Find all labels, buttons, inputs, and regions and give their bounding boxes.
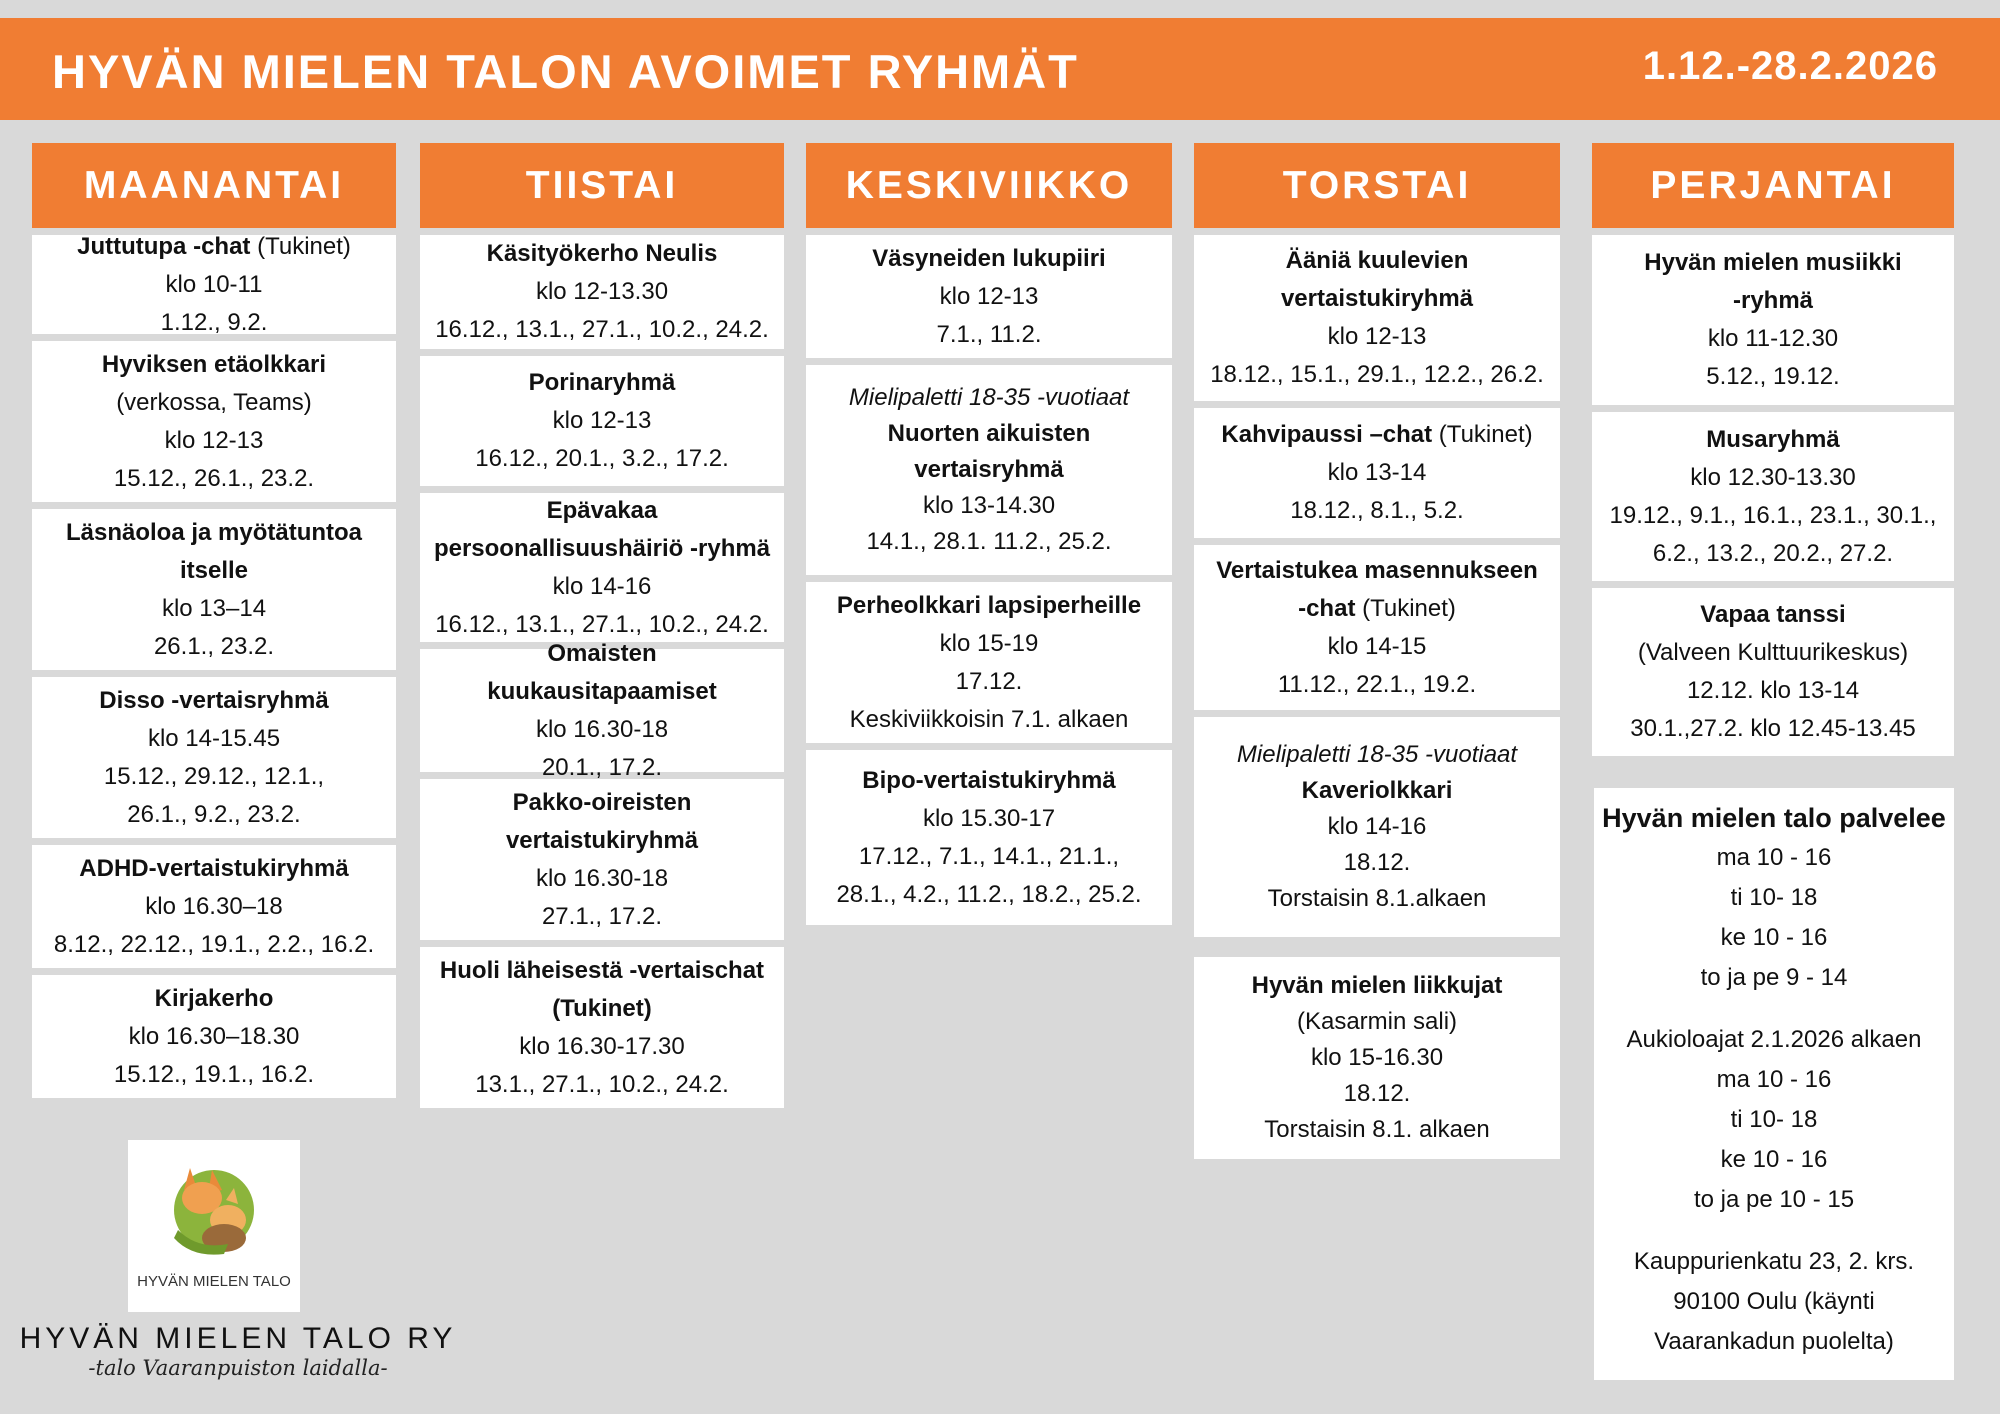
card-line	[816, 316, 1162, 354]
address-line: Vaarankadun puolelta)	[1654, 1328, 1894, 1355]
card-line	[1204, 242, 1550, 280]
card-text: klo 16.30-17.30	[519, 1032, 685, 1060]
group-card	[806, 750, 1172, 925]
group-card	[806, 365, 1172, 575]
card-text: (verkossa, Teams)	[116, 388, 312, 416]
group-card	[1194, 545, 1560, 710]
card-line	[816, 240, 1162, 278]
card-line	[430, 311, 774, 349]
card-line	[430, 530, 774, 568]
card-text: 15.12., 29.12., 12.1.,	[103, 762, 325, 790]
card-line	[1602, 421, 1944, 459]
card-text: Pakko-oireisten	[512, 788, 692, 816]
card-text: klo 14-15	[1327, 632, 1427, 660]
header-banner	[0, 18, 2000, 120]
card-line	[42, 796, 386, 834]
card-text: 13.1., 27.1., 10.2., 24.2.	[475, 1070, 729, 1098]
card-line	[430, 990, 774, 1028]
day-column	[806, 143, 1172, 932]
card-text: Keskiviikkoisin 7.1. alkaen	[849, 705, 1129, 733]
card-text: Hyvän mielen liikkujat	[1251, 972, 1503, 999]
card-text: 14.1., 28.1. 11.2., 25.2.	[866, 528, 1112, 555]
card-line	[1602, 320, 1944, 358]
card-text: 15.12., 26.1., 23.2.	[113, 464, 315, 492]
card-text: (Valveen Kulttuurikeskus)	[1637, 639, 1909, 666]
card-text: klo 12-13	[164, 426, 264, 454]
card-line	[1204, 1004, 1550, 1040]
hours-line: ma 10 - 16	[1716, 1066, 1832, 1093]
card-line	[430, 364, 774, 402]
card-line	[42, 758, 386, 796]
card-text: Kirjakerho	[154, 984, 274, 1012]
card-text: Bipo-vertaistukiryhmä	[862, 766, 1116, 794]
card-text: (Tukinet)	[552, 994, 652, 1022]
card-line	[42, 720, 386, 758]
card-line	[816, 876, 1162, 914]
card-text: Torstaisin 8.1. alkaen	[1264, 1116, 1490, 1143]
address-line: 90100 Oulu (käynti	[1673, 1288, 1875, 1315]
card-line	[1204, 809, 1550, 845]
card-line	[42, 590, 386, 628]
card-line	[42, 460, 386, 498]
card-text: klo 12-13	[552, 407, 652, 434]
logo	[128, 1140, 300, 1312]
card-line	[816, 800, 1162, 838]
card-text: Kahvipaussi –chat	[1221, 421, 1433, 448]
card-line	[1602, 282, 1944, 320]
logo-text: HYVÄN MIELEN TALO	[137, 1273, 291, 1290]
card-line	[816, 701, 1162, 739]
card-text: 12.12. klo 13-14	[1686, 677, 1860, 704]
card-line	[42, 228, 386, 266]
card-line	[42, 682, 386, 720]
card-line	[1204, 666, 1550, 704]
card-text: -ryhmä	[1732, 287, 1814, 314]
opening-hours-card	[1594, 788, 1954, 1380]
card-text: klo 15-19	[939, 629, 1039, 657]
day-header: TORSTAI	[1194, 143, 1560, 228]
card-line	[430, 784, 774, 822]
organization-tagline: -talo Vaaranpuiston laidalla-	[88, 1356, 388, 1380]
card-line	[1204, 968, 1550, 1004]
card-text: Ääniä kuulevien	[1285, 247, 1469, 274]
card-line	[1602, 672, 1944, 710]
card-text: 19.12., 9.1., 16.1., 23.1., 30.1.,	[1609, 501, 1937, 529]
card-text: 8.12., 22.12., 19.1., 2.2., 16.2.	[53, 930, 375, 958]
day-column	[420, 143, 784, 1115]
card-line	[430, 440, 774, 478]
card-text: Vertaistukea masennukseen	[1216, 556, 1538, 584]
card-line	[816, 838, 1162, 876]
card-text: Omaisten kuukausitapaamiset	[487, 639, 717, 705]
address	[1594, 1242, 1954, 1362]
day-header: MAANANTAI	[32, 143, 396, 228]
card-text: Nuorten aikuisten	[887, 420, 1091, 447]
card-text: 27.1., 17.2.	[541, 902, 663, 930]
card-line	[1204, 356, 1550, 394]
card-line	[816, 380, 1162, 416]
card-line	[1602, 596, 1944, 634]
card-line	[42, 266, 386, 304]
card-line	[816, 278, 1162, 316]
card-line	[42, 514, 386, 552]
card-text: klo 14-15.45	[147, 724, 281, 752]
card-text: 26.1., 23.2.	[153, 632, 275, 660]
card-line	[42, 1018, 386, 1056]
card-text: Hyvän mielen musiikki	[1644, 249, 1902, 276]
group-card	[32, 232, 396, 336]
card-text: klo 12-13.30	[535, 278, 669, 305]
card-line	[430, 635, 774, 711]
card-text: Musaryhmä	[1706, 425, 1840, 453]
card-text: klo 15-16.30	[1310, 1044, 1444, 1071]
card-line	[430, 898, 774, 936]
card-line	[42, 552, 386, 590]
card-text: (Tukinet)	[1432, 421, 1533, 448]
card-text: klo 14-16	[1327, 813, 1427, 840]
card-text: 18.12.	[1343, 849, 1411, 876]
day-column	[1592, 143, 1954, 763]
group-card	[420, 356, 784, 486]
card-text: klo 13-14.30	[922, 492, 1056, 519]
card-line	[1602, 535, 1944, 573]
card-line	[1204, 318, 1550, 356]
card-line	[42, 980, 386, 1018]
day-column	[1194, 143, 1560, 1166]
card-line	[1602, 710, 1944, 748]
card-text: 5.12., 19.12.	[1706, 363, 1840, 390]
card-text: 18.12.	[1343, 1080, 1411, 1107]
card-text: Käsityökerho Neulis	[486, 240, 718, 267]
group-card	[1592, 588, 1954, 756]
card-text: 18.12., 15.1., 29.1., 12.2., 26.2.	[1210, 361, 1544, 388]
card-text: Hyviksen etäolkkari	[101, 350, 327, 378]
hours-line: ma 10 - 16	[1716, 844, 1832, 871]
card-line	[1204, 590, 1550, 628]
card-line	[816, 663, 1162, 701]
card-line	[430, 822, 774, 860]
hours-line: ti 10- 18	[1730, 884, 1818, 911]
card-line	[1204, 280, 1550, 318]
card-text: klo 12-13	[939, 282, 1039, 310]
hours-line: ke 10 - 16	[1720, 1146, 1828, 1173]
card-text: klo 13-14	[1327, 459, 1427, 486]
card-line	[816, 625, 1162, 663]
card-text: Mielipaletti 18-35 -vuotiaat	[848, 384, 1130, 411]
card-line	[430, 860, 774, 898]
card-text: 16.12., 13.1., 27.1., 10.2., 24.2.	[435, 316, 769, 343]
group-card	[420, 779, 784, 940]
group-card	[32, 845, 396, 968]
card-line	[430, 402, 774, 440]
group-card	[806, 582, 1172, 743]
card-line	[1602, 459, 1944, 497]
card-text: 16.12., 20.1., 3.2., 17.2.	[475, 445, 729, 472]
card-line	[816, 416, 1162, 452]
card-text: 11.12., 22.1., 19.2.	[1277, 670, 1477, 698]
hours-line: ti 10- 18	[1730, 1106, 1818, 1133]
card-line	[430, 749, 774, 787]
card-text: Vapaa tanssi	[1700, 601, 1846, 628]
card-text: (Tukinet)	[1355, 594, 1456, 622]
card-text: 30.1.,27.2. klo 12.45-13.45	[1630, 715, 1916, 742]
group-card	[32, 677, 396, 838]
card-line	[430, 1066, 774, 1104]
card-line	[42, 850, 386, 888]
new-hours-title: Aukioloajat 2.1.2026 alkaen	[1626, 1026, 1922, 1053]
group-card	[1194, 408, 1560, 538]
card-line	[816, 488, 1162, 524]
card-line	[42, 346, 386, 384]
card-text: Epävakaa	[546, 496, 658, 524]
card-text: 28.1., 4.2., 11.2., 18.2., 25.2.	[836, 880, 1142, 908]
card-text: (Kasarmin sali)	[1296, 1008, 1458, 1035]
card-line	[430, 235, 774, 273]
card-line	[816, 762, 1162, 800]
card-text: 20.1., 17.2.	[541, 753, 663, 781]
card-line	[1602, 358, 1944, 396]
group-card	[32, 509, 396, 670]
group-card	[1592, 412, 1954, 581]
group-card	[1194, 235, 1560, 401]
card-text: persoonallisuushäiriö -ryhmä	[433, 534, 771, 562]
card-line	[816, 587, 1162, 625]
card-line	[430, 711, 774, 749]
card-text: klo 10-11	[165, 270, 263, 298]
card-line	[42, 628, 386, 666]
card-line	[1204, 773, 1550, 809]
card-text: 15.12., 19.1., 16.2.	[113, 1060, 315, 1088]
card-text: Läsnäoloa ja myötätuntoa	[65, 518, 363, 546]
group-card	[420, 235, 784, 349]
card-line	[1204, 845, 1550, 881]
card-text: vertaisryhmä	[914, 456, 1064, 483]
card-line	[430, 492, 774, 530]
card-text: klo 16.30–18	[145, 892, 283, 920]
card-text: klo 13–14	[161, 594, 267, 622]
day-column	[32, 143, 396, 1105]
card-text: vertaistukiryhmä	[505, 826, 699, 854]
card-line	[1204, 416, 1550, 454]
card-line	[1204, 454, 1550, 492]
group-card	[1194, 717, 1560, 937]
card-line	[816, 452, 1162, 488]
card-line	[816, 524, 1162, 560]
card-line	[1602, 497, 1944, 535]
card-text: klo 12.30-13.30	[1690, 463, 1856, 491]
hours-line: to ja pe 9 - 14	[1700, 964, 1848, 991]
group-card	[420, 493, 784, 642]
card-line	[1204, 552, 1550, 590]
card-text: klo 16.30–18.30	[128, 1022, 300, 1050]
hours-line: to ja pe 10 - 15	[1693, 1186, 1855, 1213]
card-text: (Tukinet)	[250, 232, 351, 260]
group-card	[420, 947, 784, 1108]
card-line	[430, 952, 774, 990]
card-text: Huoli läheisestä -vertaischat	[439, 956, 765, 984]
card-text: 16.12., 13.1., 27.1., 10.2., 24.2.	[435, 610, 769, 638]
card-text: vertaistukiryhmä	[1280, 285, 1474, 312]
card-text: Perheolkkari lapsiperheille	[836, 591, 1142, 619]
card-line	[1204, 492, 1550, 530]
card-text: Väsyneiden lukupiiri	[872, 244, 1106, 272]
hours-line: ke 10 - 16	[1720, 924, 1828, 951]
day-header: KESKIVIIKKO	[806, 143, 1172, 228]
card-text: 18.12., 8.1., 5.2.	[1290, 497, 1464, 524]
new-hours-list	[1594, 1060, 1954, 1220]
card-line	[42, 1056, 386, 1094]
card-text: 1.12., 9.2.	[160, 308, 268, 336]
card-text: Kaveriolkkari	[1301, 777, 1453, 804]
card-line	[42, 304, 386, 342]
card-text: 6.2., 13.2., 20.2., 27.2.	[1652, 539, 1894, 567]
card-line	[430, 1028, 774, 1066]
card-text: Mielipaletti 18-35 -vuotiaat	[1236, 741, 1518, 768]
card-line	[1204, 1112, 1550, 1148]
address-line: Kauppurienkatu 23, 2. krs.	[1633, 1248, 1915, 1275]
date-range: 1.12.-28.2.2026	[1642, 44, 1938, 88]
organization-name: HYVÄN MIELEN TALO RY	[19, 1322, 457, 1355]
card-text: 17.12., 7.1., 14.1., 21.1.,	[858, 842, 1120, 870]
group-card	[32, 975, 396, 1098]
card-text: Porinaryhmä	[528, 369, 676, 396]
card-line	[430, 568, 774, 606]
card-text: Juttutupa -chat	[77, 232, 251, 260]
card-line	[42, 384, 386, 422]
group-card	[1592, 235, 1954, 405]
card-text: -chat	[1298, 594, 1356, 622]
card-text: klo 16.30-18	[535, 715, 669, 743]
card-text: klo 15.30-17	[922, 804, 1056, 832]
services-title: Hyvän mielen talo palvelee	[1602, 803, 1946, 833]
group-card	[1194, 957, 1560, 1159]
card-text: klo 12-13	[1327, 323, 1427, 350]
group-card	[32, 341, 396, 502]
card-text: 26.1., 9.2., 23.2.	[127, 800, 301, 828]
page-title: HYVÄN MIELEN TALON AVOIMET RYHMÄT	[52, 45, 1079, 98]
card-text: klo 14-16	[552, 572, 652, 600]
card-line	[1602, 244, 1944, 282]
card-line	[430, 273, 774, 311]
card-line	[1204, 737, 1550, 773]
group-card	[806, 235, 1172, 358]
card-text: Torstaisin 8.1.alkaen	[1267, 885, 1487, 912]
card-line	[1204, 881, 1550, 917]
card-text: 7.1., 11.2.	[936, 320, 1042, 348]
card-line	[42, 888, 386, 926]
card-line	[1204, 628, 1550, 666]
day-header: PERJANTAI	[1592, 143, 1954, 228]
card-text: 17.12.	[955, 667, 1023, 695]
card-line	[42, 926, 386, 964]
card-text: klo 11-12.30	[1707, 325, 1839, 352]
card-line	[42, 422, 386, 460]
card-text: Disso -vertaisryhmä	[99, 686, 329, 714]
day-header: TIISTAI	[420, 143, 784, 228]
card-line	[1204, 1076, 1550, 1112]
card-line	[1602, 634, 1944, 672]
group-card	[420, 639, 784, 781]
card-text: itselle	[179, 556, 249, 584]
card-line	[1204, 1040, 1550, 1076]
card-text: ADHD-vertaistukiryhmä	[79, 854, 349, 882]
card-text: klo 16.30-18	[535, 864, 669, 892]
hours-list	[1594, 838, 1954, 998]
